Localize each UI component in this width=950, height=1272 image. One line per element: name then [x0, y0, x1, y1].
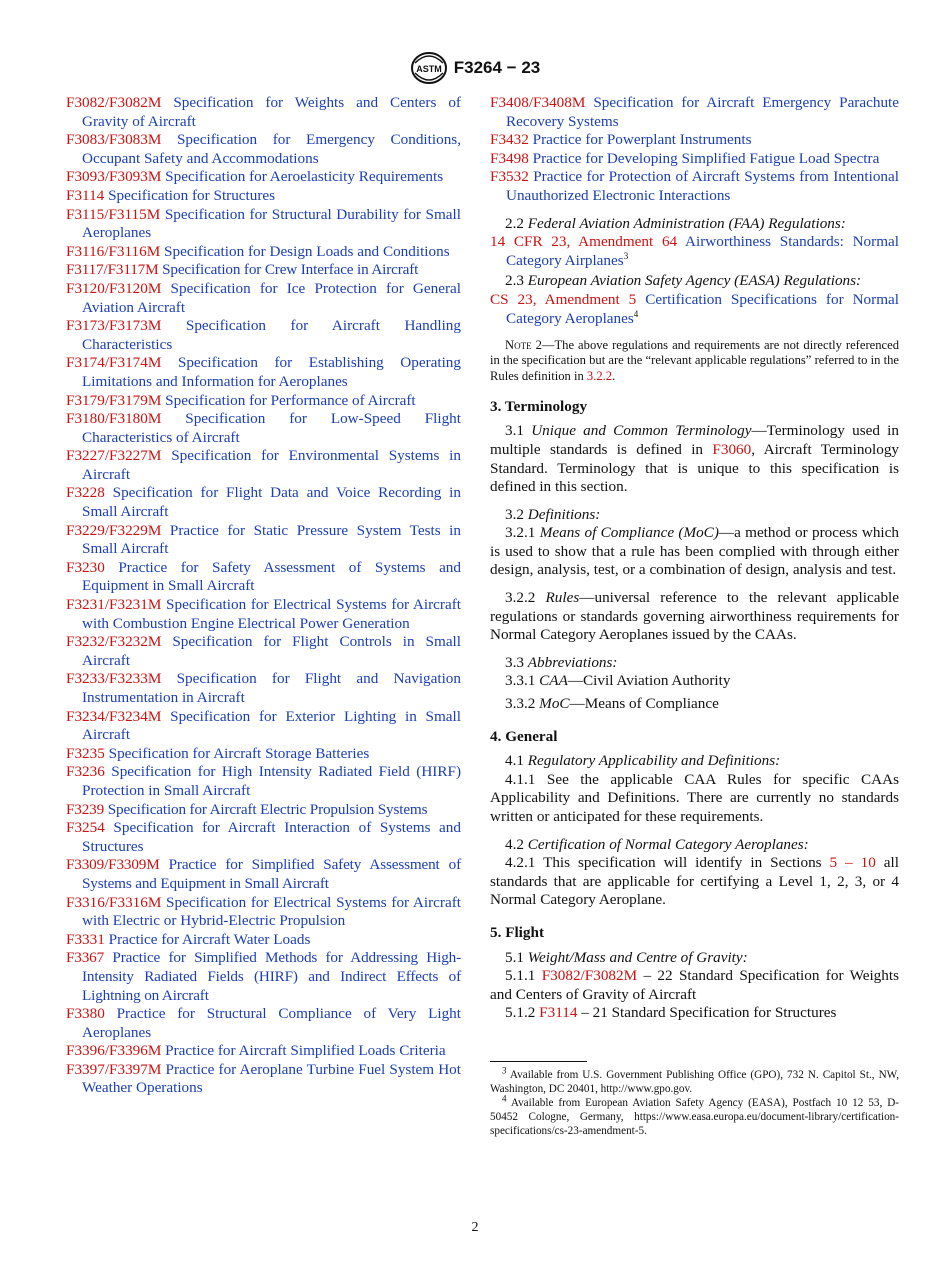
section-number: 3.2.2	[505, 589, 536, 607]
reference-code-link[interactable]: F3235	[66, 744, 105, 762]
reference-item	[66, 131, 461, 168]
reference-item	[490, 94, 899, 131]
paragraph-text: —Means of Compliance	[569, 695, 719, 713]
section-title: Unique and Common Terminology	[531, 422, 752, 440]
reference-item	[66, 931, 461, 950]
section-number: 2.2	[505, 214, 524, 232]
reference-code-link[interactable]: F3408/F3408M	[490, 94, 586, 111]
reference-title-link[interactable]: Practice for Simplified Safety Assessment of Systems and Equipment in Small Aircraft	[82, 856, 461, 892]
reference-title-link[interactable]: Specification for Establishing Operating Limitations and Information for Aeroplanes	[82, 354, 461, 390]
right-column	[490, 94, 899, 1138]
reference-item	[490, 150, 899, 169]
reference-item	[66, 670, 461, 707]
reference-item	[66, 633, 461, 670]
reference-code-link[interactable]: F3331	[66, 930, 105, 948]
reference-item	[490, 131, 899, 150]
footnote-ref[interactable]: 4	[633, 308, 639, 319]
section-number: 3.2.1	[505, 524, 536, 542]
astm-logo-icon	[410, 51, 448, 85]
reference-title-link[interactable]: Practice for Safety Assessment of Systems and Equipment in Small Aircraft	[82, 558, 461, 595]
section-number: 4.2.1	[505, 854, 536, 872]
reference-item	[66, 596, 461, 633]
section-title: Certification of Normal Category Aeroplanes:	[527, 835, 809, 853]
section-3-2-2	[490, 589, 899, 645]
reference-item	[66, 559, 461, 596]
reference-code-link[interactable]: F3432	[490, 131, 529, 149]
reference-title-link[interactable]: Practice for Developing Simplified Fatigue Load Spectra	[528, 149, 880, 167]
section-3-3	[490, 654, 899, 673]
reference-title-link[interactable]: Practice for Static Pressure System Tests in Small Aircraft	[82, 521, 461, 558]
note-text: —The above regulations and requirements are not directly referenced in the specification but are the “relevant applicable regulations” referred to in the Rules definition in	[490, 338, 899, 383]
footnote-text: Available from European Aviation Safety Agency (EASA), Postfach 10 12 53, D-50452 Cologne, Germany, https://www.easa.europa.eu/document-library/certification-specifications/cs-23-amendment-5.	[490, 1096, 899, 1137]
reference-code-link[interactable]: F3236	[66, 763, 105, 781]
reference-code-link[interactable]: F3173/F3173M	[66, 317, 162, 335]
paragraph-text: , Aircraft Terminology Standard. Terminology that is unique to this specification is defined in this section.	[490, 440, 900, 496]
footnote-divider	[490, 1061, 587, 1062]
reference-title-link[interactable]: Specification for Structural Durability for Small Aeroplanes	[82, 205, 461, 242]
paragraph-text: —Civil Aviation Authority	[567, 672, 731, 690]
reference-code-link[interactable]: F3316/F3316M	[66, 893, 162, 911]
reference-title-link[interactable]: Practice for Aeroplane Turbine Fuel System Hot Weather Operations	[82, 1060, 461, 1097]
reference-code-link[interactable]: F3116/F3116M	[66, 242, 161, 260]
reference-title-link[interactable]: Specification for Ice Protection for General Aviation Aircraft	[82, 279, 461, 316]
section-5-1	[490, 949, 899, 968]
reference-item	[66, 168, 461, 187]
regulation-title-link[interactable]: Airworthiness Standards: Normal Category Airplanes	[506, 233, 899, 269]
reference-title-link[interactable]: Specification for Aircraft Interaction of Systems and Structures	[82, 819, 461, 855]
cross-reference-link[interactable]: F3082/F3082M	[541, 967, 638, 985]
reference-code-link[interactable]: F3396/F3396M	[66, 1042, 162, 1060]
section-5-1-1	[490, 967, 899, 1004]
reference-code-link[interactable]: F3227/F3227M	[66, 447, 162, 465]
reference-item	[66, 1061, 461, 1098]
footnote-number: 3	[502, 1065, 507, 1076]
paragraph-text: – 21 Standard Specification for Structures	[577, 1004, 837, 1022]
section-4-2	[490, 836, 899, 855]
page-number: 2	[471, 1220, 479, 1235]
section-4-1	[490, 752, 899, 771]
section-title: Federal Aviation Administration (FAA) Regulations:	[527, 214, 846, 232]
reference-code-link[interactable]: F3231/F3231M	[66, 596, 162, 614]
section-title: Weight/Mass and Centre of Gravity:	[527, 948, 748, 966]
section-number: 3.2	[505, 505, 524, 523]
section-title: Abbreviations:	[527, 653, 618, 671]
paragraph-text: —Terminology used in multiple standards is defined in	[490, 422, 899, 458]
reference-code-link[interactable]: F3115/F3115M	[66, 205, 161, 223]
reference-title-link[interactable]: Specification for Flight and Navigation Instrumentation in Aircraft	[82, 670, 461, 706]
section-number: 4.1.1	[505, 770, 536, 788]
reference-title-link[interactable]: Specification for Aeroelasticity Requirements	[161, 168, 444, 186]
svg-text:ASTM: ASTM	[416, 64, 442, 74]
reference-title-link[interactable]: Specification for Electrical Systems for Aircraft with Combustion Engine Electrical Power Generation	[82, 596, 461, 632]
reference-item	[66, 243, 461, 262]
paragraph-text: all standards that are applicable for certifying a Level 1, 2, 3, or 4 Normal Category Aeroplane.	[490, 854, 899, 909]
reference-code-link[interactable]: F3367	[66, 949, 105, 967]
reference-item	[66, 392, 461, 411]
section-number: 5.1.1	[505, 967, 536, 985]
reference-title-link[interactable]: Specification for Design Loads and Conditions	[160, 242, 450, 260]
reference-item	[66, 522, 461, 559]
reference-item	[66, 949, 461, 1005]
section-3-3-1	[490, 672, 899, 691]
left-column	[66, 94, 461, 1098]
regulation-code-link[interactable]: 14 CFR 23, Amendment 64	[490, 233, 678, 251]
reference-title-link[interactable]: Practice for Simplified Methods for Addressing High-Intensity Radiated Fields (HIRF) and Indirect Effects of Lightning on Aircraft	[82, 949, 461, 1004]
section-number: 4.2	[505, 835, 524, 853]
reference-item	[66, 745, 461, 764]
cross-reference-link[interactable]: 5 – 10	[829, 854, 876, 872]
reference-title-link[interactable]: Specification for High Intensity Radiated Field (HIRF) Protection in Small Aircraft	[82, 763, 461, 799]
section-2-2	[490, 215, 899, 234]
reference-item	[66, 894, 461, 931]
reference-title-link[interactable]: Specification for Aircraft Emergency Parachute Recovery Systems	[506, 94, 899, 130]
reference-title-link[interactable]: Practice for Structural Compliance of Very Light Aeroplanes	[82, 1005, 461, 1041]
reference-code-link[interactable]: F3532	[490, 168, 529, 186]
reference-title-link[interactable]: Specification for Flight Data and Voice Recording in Small Aircraft	[82, 484, 461, 521]
reference-title-link[interactable]: Specification for Aircraft Storage Batteries	[104, 744, 370, 762]
section-number: 3.3.2	[505, 695, 536, 713]
reference-item	[66, 354, 461, 391]
reference-code-link[interactable]: F3228	[66, 484, 105, 502]
reference-title-link[interactable]: Specification for Exterior Lighting in Small Aircraft	[82, 707, 461, 744]
cross-reference-link[interactable]: F3060	[712, 440, 752, 458]
section-number: 3.1	[505, 422, 524, 440]
footnote	[490, 1093, 899, 1138]
reference-code-link[interactable]: F3254	[66, 819, 105, 837]
footnote-ref[interactable]: 3	[623, 250, 629, 261]
reference-title-link[interactable]: Specification for Aircraft Handling Characteristics	[82, 317, 461, 353]
reference-item	[66, 801, 461, 820]
reference-title-link[interactable]: Specification for Low-Speed Flight Characteristics of Aircraft	[82, 410, 461, 446]
section-4-2-1	[490, 854, 899, 910]
standard-designation: F3264 − 23	[453, 58, 541, 77]
reference-title-link[interactable]: Practice for Powerplant Instruments	[528, 131, 752, 149]
reference-code-link[interactable]: F3234/F3234M	[66, 707, 162, 725]
reference-item	[66, 261, 461, 280]
reference-item	[66, 206, 461, 243]
section-5-1-2	[490, 1004, 899, 1023]
paragraph-text: —a method or process which is used to show that a rule has been complied with through either design, analysis, test, or a combination of design, analysis and test.	[490, 524, 899, 579]
note-end: .	[612, 368, 616, 383]
reference-title-link[interactable]: Specification for Flight Controls in Small Aircraft	[82, 633, 461, 669]
page-header	[0, 50, 950, 86]
reference-code-link[interactable]: F3117/F3117M	[66, 261, 159, 279]
reference-code-link[interactable]: F3229/F3229M	[66, 521, 162, 539]
reference-item	[490, 168, 899, 205]
paragraph-text: —universal reference to the relevant applicable regulations or standards governing airworthiness requirements for Normal Category Aeroplanes issued by the CAAs.	[490, 589, 900, 644]
reference-item	[66, 410, 461, 447]
reference-item	[66, 1005, 461, 1042]
regulation-item	[490, 291, 899, 328]
section-title: European Aviation Safety Agency (EASA) Regulations:	[527, 272, 862, 290]
section-title: Definitions:	[527, 505, 601, 523]
reference-code-link[interactable]: F3498	[490, 149, 529, 167]
section-3-2-1	[490, 524, 899, 580]
section-heading: 4. General	[490, 727, 558, 745]
reference-code-link[interactable]: F3233/F3233M	[66, 670, 162, 688]
reference-title-link[interactable]: Specification for Structures	[104, 186, 276, 204]
cross-reference-link[interactable]: F3114	[539, 1004, 578, 1022]
reference-title-link[interactable]: Specification for Electrical Systems for Aircraft with Electric or Hybrid-Electric Propulsion	[82, 893, 461, 930]
regulation-title-link[interactable]: Certification Specifications for Normal Category Aeroplanes	[506, 290, 899, 327]
regulation-item	[490, 233, 899, 270]
section-title: CAA	[539, 672, 568, 690]
reference-code-link[interactable]: F3397/F3397M	[66, 1060, 162, 1078]
section-number: 5.1.2	[505, 1004, 536, 1022]
section-title: Regulatory Applicability and Definitions:	[527, 752, 781, 770]
reference-item	[66, 708, 461, 745]
reference-item	[66, 856, 461, 893]
reference-title-link[interactable]: Specification for Aircraft Electric Propulsion Systems	[104, 800, 428, 818]
reference-title-link[interactable]: Specification for Weights and Centers of Gravity of Aircraft	[82, 94, 461, 130]
section-3-1	[490, 422, 899, 496]
reference-code-link[interactable]: F3174/F3174M	[66, 354, 162, 372]
reference-code-link[interactable]: F3380	[66, 1005, 105, 1023]
reference-item	[66, 763, 461, 800]
reference-title-link[interactable]: Specification for Environmental Systems in Aircraft	[82, 447, 461, 483]
reference-code-link[interactable]: F3114	[66, 186, 105, 204]
paragraph-text: – 22 Standard Specification for Weights and Centers of Gravity of Aircraft	[490, 967, 899, 1003]
reference-code-link[interactable]: F3179/F3179M	[66, 391, 162, 409]
reference-title-link[interactable]: Specification for Crew Interface in Aircraft	[158, 261, 419, 279]
reference-code-link[interactable]: F3083/F3083M	[66, 131, 162, 149]
reference-code-link[interactable]: F3230	[66, 558, 105, 576]
reference-title-link[interactable]: Practice for Protection of Aircraft Systems from Intentional Unauthorized Electronic Interactions	[506, 168, 899, 204]
reference-code-link[interactable]: F3082/F3082M	[66, 94, 162, 111]
section-number: 4.1	[505, 752, 524, 770]
reference-code-link[interactable]: F3309/F3309M	[66, 856, 160, 874]
section-title: Rules	[545, 589, 580, 607]
section-heading: 5. Flight	[490, 923, 545, 941]
footnote-text: Available from U.S. Government Publishing Office (GPO), 732 N. Capitol St., NW, Washington, DC 20401, http://www.gpo.gov.	[490, 1068, 899, 1095]
section-heading: 3. Terminology	[490, 397, 588, 415]
reference-title-link[interactable]: Practice for Aircraft Simplified Loads Criteria	[161, 1042, 446, 1060]
reference-item	[66, 484, 461, 521]
note-2	[490, 338, 899, 384]
section-number: 3.3	[505, 653, 524, 671]
section-3-2	[490, 506, 899, 525]
regulation-code-link[interactable]: CS 23, Amendment 5	[490, 290, 637, 308]
reference-title-link[interactable]: Specification for Performance of Aircraft	[161, 391, 416, 409]
section-4-1-1	[490, 771, 899, 827]
section-number: 2.3	[505, 272, 524, 290]
reference-item	[66, 94, 461, 131]
reference-code-link[interactable]: F3093/F3093M	[66, 168, 162, 186]
paragraph-text: This specification will identify in Sections	[543, 854, 830, 872]
cross-reference-link[interactable]: 3.2.2	[586, 368, 613, 383]
note-label: Note 2	[505, 338, 542, 353]
reference-item	[66, 447, 461, 484]
reference-title-link[interactable]: Practice for Aircraft Water Loads	[104, 930, 311, 948]
reference-item	[66, 317, 461, 354]
reference-code-link[interactable]: F3120/F3120M	[66, 279, 162, 297]
footnote-number: 4	[502, 1093, 507, 1104]
reference-item	[66, 1042, 461, 1061]
reference-code-link[interactable]: F3180/F3180M	[66, 410, 162, 428]
reference-code-link[interactable]: F3232/F3232M	[66, 633, 162, 651]
section-2-3	[490, 272, 899, 291]
paragraph-text: See the applicable CAA Rules for specific CAAs Applicability and Definitions. There are currently no standards written or anticipated for these requirements.	[490, 770, 899, 826]
section-title: MoC	[539, 695, 570, 713]
section-title: Means of Compliance (MoC)	[539, 524, 719, 542]
reference-item	[66, 187, 461, 206]
footnote	[490, 1065, 899, 1096]
reference-code-link[interactable]: F3239	[66, 800, 105, 818]
section-3-3-2	[490, 695, 899, 714]
reference-item	[66, 280, 461, 317]
section-number: 3.3.1	[505, 672, 536, 690]
reference-item	[66, 819, 461, 856]
section-number: 5.1	[505, 948, 524, 966]
reference-title-link[interactable]: Specification for Emergency Conditions, Occupant Safety and Accommodations	[82, 131, 461, 167]
